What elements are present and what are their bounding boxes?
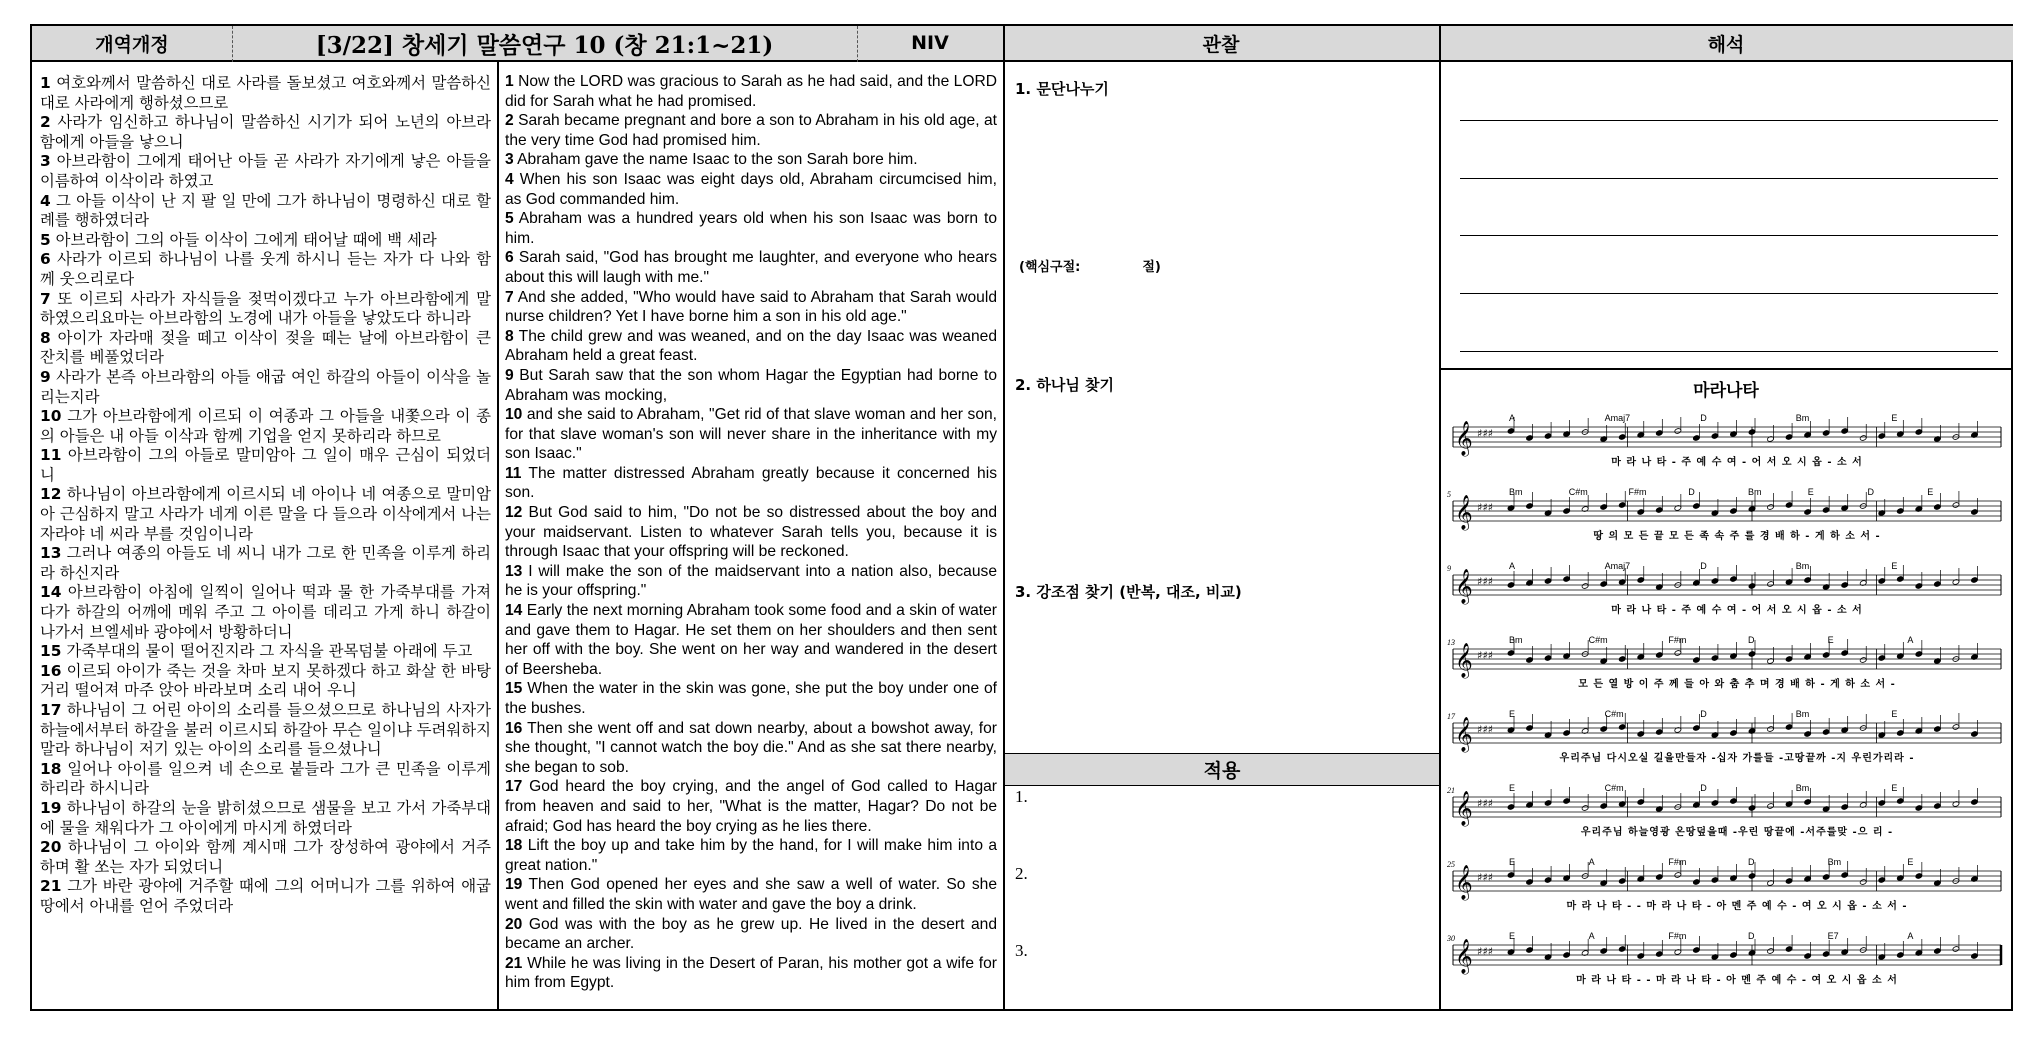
chord-symbol: F#m	[1668, 931, 1687, 941]
verse-number: 17	[505, 778, 523, 796]
verse-text: Sarah said, "God has brought me laughter, and everyone who hears about this will laugh with me."	[505, 249, 997, 286]
verse-number: 19	[505, 876, 523, 894]
chord-symbol: C#m	[1588, 635, 1608, 645]
measure-number: 5	[1447, 490, 1451, 499]
verse-number: 6	[40, 250, 51, 269]
niv-verse	[505, 464, 997, 503]
lyric-line: 우리주님 하늘영광 온땅덮을때 -우린 땅끝에 -서주를맞 -으 리 -	[1580, 827, 1894, 838]
verse-text: God heard the boy crying, and the angel of God called to Hagar from heaven and said to her, "What is the matter, Hagar? Do not be afraid; God has heard the boy crying as he lies there.	[505, 778, 997, 835]
verse-number: 17	[40, 701, 62, 719]
verse-number: 3	[505, 151, 514, 169]
verse-number: 2	[40, 113, 51, 132]
header-title	[232, 26, 857, 62]
korean-verse	[40, 329, 491, 368]
verse-text: Abraham was a hundred years old when his son Isaac was born to him.	[505, 210, 997, 247]
treble-clef-icon: 𝄞	[1455, 939, 1473, 974]
verse-number: 8	[40, 328, 51, 347]
chord-symbol: A	[1509, 561, 1516, 571]
chord-symbol: Amaj7	[1604, 413, 1631, 423]
treble-clef-icon: 𝄞	[1455, 421, 1473, 456]
song-score	[1439, 401, 2013, 1011]
verse-text: The matter distressed Abraham greatly because it concerned his son.	[505, 464, 997, 502]
niv-verse	[505, 875, 997, 914]
niv-verse	[505, 405, 997, 464]
niv-verse	[505, 248, 997, 287]
observation-step-2: 2. 하나님 찾기	[1015, 376, 1115, 394]
lyric-line: 땅 의 모 든 끝 모 든 족 속 주 를 경 배 하 - 게 하 소 서 -	[1593, 531, 1881, 542]
verse-text: 그러나 여종의 아들도 네 씨니 내가 그로 한 민족을 이루게 하리라 하신지라	[40, 544, 491, 582]
niv-verse	[505, 327, 997, 366]
verse-text: The child grew and was weaned, and on the day Isaac was weaned Abraham held a great feast.	[505, 327, 997, 365]
korean-text	[40, 74, 491, 1009]
writing-line	[1460, 293, 1998, 294]
measure-number: 21	[1447, 786, 1455, 795]
niv-verse	[505, 601, 997, 679]
korean-verse	[40, 799, 491, 838]
korean-verse	[40, 701, 491, 760]
header-niv	[857, 26, 1003, 62]
korean-verse	[40, 838, 491, 877]
header-observation	[1003, 26, 1439, 62]
writing-line	[1460, 178, 1998, 179]
header-interpretation	[1439, 26, 2013, 62]
chord-symbol: D	[1700, 783, 1707, 793]
verse-text: 그가 바란 광야에 거주할 때에 그의 어머니가 그를 위하여 애굽 땅에서 아내를 얻어 주었더라	[40, 877, 491, 915]
korean-verse	[40, 446, 491, 485]
observation-step-1: 1. 문단나누기	[1015, 80, 1109, 98]
verse-text: When the water in the skin was gone, she put the boy under one of the bushes.	[505, 680, 997, 717]
chord-symbol: Bm	[1795, 413, 1810, 423]
verse-number: 16	[505, 719, 523, 737]
verse-text: 사라가 임신하고 하나님이 말씀하신 시기가 되어 노년의 아브라함에게 아들을 낳으니	[40, 113, 491, 151]
application-item-2: 2.	[1015, 864, 1028, 883]
key-verse-suffix: 절)	[1142, 260, 1161, 275]
chord-symbol: Bm	[1795, 783, 1810, 793]
key-signature: ♯♯♯	[1477, 797, 1493, 810]
column-divider	[497, 62, 499, 1009]
interpretation-label: 해석	[1707, 33, 1745, 56]
niv-label: NIV	[911, 32, 949, 54]
verse-text: Then God opened her eyes and she saw a well of water. So she went and filled the skin with water and gave the boy a drink.	[505, 876, 997, 913]
verse-number: 14	[40, 583, 62, 602]
verse-text: 여호와께서 말씀하신 대로 사라를 돌보셨고 여호와께서 말씀하신 대로 사라에게 행하셨으므로	[40, 74, 491, 112]
verse-number: 16	[40, 661, 62, 680]
niv-verse	[505, 562, 997, 601]
song-divider	[1439, 368, 2013, 370]
verse-number: 9	[40, 367, 51, 386]
verse-text: But Sarah saw that the son whom Hagar the Egyptian had borne to Abraham was mocking,	[505, 366, 997, 404]
verse-number: 13	[505, 562, 523, 580]
chord-symbol: E	[1509, 857, 1516, 867]
verse-number: 9	[505, 366, 514, 384]
verse-number: 21	[505, 954, 523, 972]
measure-number: 9	[1447, 564, 1451, 573]
verse-number: 1	[40, 74, 51, 92]
verse-text: 사라가 본즉 아브라함의 아들 애굽 여인 하갈의 아들이 이삭을 놀리는지라	[40, 367, 491, 406]
lyric-line: 마 라 나 타 - - 마 라 나 타 - 아 멘 주 예 수 - 여 오 시 옵 - 소 서 -	[1566, 901, 1908, 912]
niv-verse	[505, 366, 997, 405]
verse-text: 하나님이 그 아이와 함께 계시매 그가 장성하여 광야에서 거주하며 활 쏘는 자가 되었더니	[40, 838, 491, 876]
niv-verse	[505, 954, 997, 993]
chord-symbol: D	[1700, 413, 1707, 423]
chord-symbol: A	[1907, 931, 1914, 941]
application-item-1: 1.	[1015, 787, 1028, 806]
verse-number: 12	[505, 504, 523, 522]
song-title: 마라나타	[1693, 381, 1759, 401]
verse-number: 3	[40, 152, 51, 171]
verse-number: 18	[505, 837, 523, 855]
verse-number: 12	[40, 485, 62, 504]
chord-symbol: Bm	[1827, 857, 1842, 867]
verse-text: and she said to Abraham, "Get rid of that slave woman and her son, for that slave woman's son will never share in the inheritance with my son Isaac."	[505, 406, 997, 463]
header-application	[1005, 754, 1439, 786]
chord-symbol: D	[1700, 561, 1707, 571]
application-item-3: 3.	[1015, 941, 1028, 960]
verse-number: 20	[505, 915, 523, 933]
measure-number: 17	[1447, 712, 1455, 721]
chord-symbol: E	[1891, 413, 1898, 423]
verse-text: I will make the son of the maidservant into a nation also, because he is your offspring."	[505, 562, 997, 600]
chord-symbol: F#m	[1668, 857, 1687, 867]
key-signature: ♯♯♯	[1477, 575, 1493, 588]
verse-number: 15	[505, 680, 523, 698]
niv-verse	[505, 836, 997, 875]
korean-verse	[40, 544, 491, 583]
lyric-line: 우리주님 다시오실 길을만들자 -십자 가를들 -고땅끝까 -지 우린가리라 -	[1559, 753, 1915, 764]
chord-symbol: Bm	[1748, 487, 1762, 497]
chord-symbol: E	[1509, 709, 1516, 719]
chord-symbol: D	[1867, 487, 1874, 497]
treble-clef-icon: 𝄞	[1455, 643, 1473, 678]
verse-number: 11	[505, 464, 522, 482]
verse-number: 13	[40, 544, 62, 563]
column-divider	[1003, 26, 1005, 1009]
lyric-line: 마 라 나 타 - 주 예 수 여 - 어 서 오 시 옵 - 소 서	[1611, 457, 1863, 468]
verse-number: 15	[40, 642, 62, 661]
korean-verse	[40, 407, 491, 446]
verse-number: 4	[505, 170, 514, 188]
verse-number: 7	[40, 289, 51, 308]
study-sheet	[30, 24, 2013, 1011]
niv-verse	[505, 111, 997, 150]
version-label: 개역개정	[95, 33, 169, 56]
verse-number: 2	[505, 112, 514, 130]
korean-verse	[40, 368, 491, 407]
korean-verse	[40, 231, 491, 251]
chord-symbol: E	[1807, 487, 1814, 497]
verse-text: And she added, "Who would have said to Abraham that Sarah would nurse children? Yet I have borne him a son in his old age."	[505, 288, 997, 326]
verse-text: Abraham gave the name Isaac to the son Sarah bore him.	[513, 151, 918, 169]
chord-symbol: C#m	[1568, 487, 1588, 497]
lyric-line: 마 라 나 타 - - 마 라 나 타 - 아 멘 주 예 수 - 여 오 시 옵 소 서	[1576, 975, 1898, 986]
chord-symbol: C#m	[1604, 783, 1624, 793]
verse-number: 21	[40, 877, 62, 896]
treble-clef-icon: 𝄞	[1455, 865, 1473, 900]
verse-number: 14	[505, 602, 523, 620]
verse-number: 5	[505, 210, 514, 228]
page-title: [3/22] 창세기 말씀연구 10 (창 21:1~21)	[315, 31, 774, 59]
chord-symbol: A	[1588, 931, 1595, 941]
verse-text: 그 아들 이삭이 난 지 팔 일 만에 그가 하나님이 명령하신 대로 할례를 행하였더라	[40, 191, 491, 230]
verse-number: 19	[40, 798, 62, 817]
korean-verse	[40, 192, 491, 231]
key-verse-label	[1019, 256, 1161, 275]
treble-clef-icon: 𝄞	[1455, 569, 1473, 604]
verse-text: 일어나 아이를 일으켜 네 손으로 붙들라 그가 큰 민족을 이루게 하리라 하시니라	[40, 759, 491, 798]
chord-symbol: E	[1927, 487, 1934, 497]
korean-verse	[40, 113, 491, 152]
verse-number: 1	[505, 73, 514, 90]
niv-verse	[505, 72, 997, 111]
verse-text: 그가 아브라함에게 이르되 이 여종과 그 아들을 내쫓으라 이 종의 아들은 내 아들 이삭과 함께 기업을 얻지 못하리라 하므로	[40, 407, 491, 445]
key-signature: ♯♯♯	[1477, 649, 1493, 662]
chord-symbol: E	[1891, 561, 1898, 571]
niv-verse	[505, 679, 997, 718]
verse-number: 11	[40, 446, 62, 465]
chord-symbol: Bm	[1509, 635, 1523, 645]
korean-verse	[40, 152, 491, 191]
verse-text: 하나님이 하갈의 눈을 밝히셨으므로 샘물을 보고 가서 가죽부대에 물을 채워다가 그 아이에게 마시게 하였더라	[40, 798, 491, 837]
niv-verse	[505, 915, 997, 954]
chord-symbol: E7	[1827, 931, 1839, 941]
korean-verse	[40, 760, 491, 799]
niv-verse	[505, 503, 997, 562]
treble-clef-icon: 𝄞	[1455, 717, 1473, 752]
verse-text: 하나님이 아브라함에게 이르시되 네 아이나 네 여종으로 말미암아 근심하지 말고 사라가 네게 이른 말을 다 들으라 이삭에게서 나는 자라야 네 씨라 부를 것임이니라	[40, 485, 491, 543]
verse-text: Sarah became pregnant and bore a son to Abraham in his old age, at the very time God had promised him.	[505, 112, 997, 149]
chord-symbol: C#m	[1604, 709, 1624, 719]
verse-text: 이르되 아이가 죽는 것을 차마 보지 못하겠다 하고 화살 한 바탕 거리 떨어져 마주 앉아 바라보며 소리 내어 우니	[40, 661, 491, 700]
verse-text: While he was living in the Desert of Paran, his mother got a wife for him from Egypt.	[505, 954, 997, 992]
niv-verse	[505, 170, 997, 209]
verse-number: 10	[40, 407, 62, 426]
korean-verse	[40, 642, 491, 662]
verse-text: Lift the boy up and take him by the hand, for I will make him into a great nation."	[505, 837, 997, 874]
treble-clef-icon: 𝄞	[1455, 791, 1473, 826]
verse-number: 5	[40, 230, 51, 249]
niv-verse	[505, 288, 997, 327]
verse-text: 사라가 이르되 하나님이 나를 웃게 하시니 듣는 자가 다 나와 함께 웃으리로다	[40, 250, 491, 288]
writing-line	[1460, 235, 1998, 236]
verse-text: 아브라함이 그의 아들로 말미암아 그 일이 매우 근심이 되었더니	[40, 446, 491, 484]
measure-number: 30	[1447, 934, 1455, 943]
chord-symbol: Bm	[1795, 709, 1810, 719]
header-divider	[857, 26, 858, 62]
verse-text: When his son Isaac was eight days old, Abraham circumcised him, as God commanded him.	[505, 170, 997, 208]
key-signature: ♯♯♯	[1477, 501, 1493, 514]
writing-line	[1460, 351, 1998, 352]
korean-verse	[40, 485, 491, 544]
verse-number: 8	[505, 327, 514, 345]
measure-number: 25	[1447, 860, 1455, 869]
niv-verse	[505, 719, 997, 778]
key-verse-prefix: (핵심구절:	[1019, 260, 1081, 275]
chord-symbol: E	[1891, 783, 1898, 793]
verse-text: But God said to him, "Do not be so distressed about the boy and your maidservant. Listen to whatever Sarah tells you, because it is through Isaac that your offspring will be reckoned.	[505, 504, 997, 561]
verse-number: 6	[505, 249, 514, 267]
header-divider	[232, 26, 233, 62]
verse-text: God was with the boy as he grew up. He lived in the desert and became an archer.	[505, 915, 997, 953]
verse-number: 18	[40, 759, 62, 778]
chord-symbol: A	[1907, 635, 1914, 645]
chord-symbol: A	[1509, 413, 1516, 423]
chord-symbol: E	[1907, 857, 1914, 867]
korean-verse	[40, 583, 491, 642]
niv-text	[505, 72, 997, 1009]
korean-verse	[40, 877, 491, 916]
chord-symbol: E	[1509, 931, 1516, 941]
verse-text: 아브라함이 그에게 태어난 아들 곧 사라가 자기에게 낳은 아들을 이름하여 이삭이라 하였고	[40, 152, 491, 190]
verse-number: 10	[505, 406, 523, 424]
niv-verse	[505, 209, 997, 248]
korean-verse	[40, 662, 491, 701]
verse-text: 아브라함이 그의 아들 이삭이 그에게 태어날 때에 백 세라	[50, 230, 437, 249]
chord-symbol: A	[1588, 857, 1595, 867]
verse-number: 20	[40, 838, 62, 857]
measure-number: 13	[1447, 638, 1455, 647]
chord-symbol: E	[1827, 635, 1834, 645]
observation-step-3: 3. 강조점 찾기 (반복, 대조, 비교)	[1015, 583, 1242, 601]
verse-text: Then she went off and sat down nearby, about a bowshot away, for she thought, "I cannot watch the boy die." And as she sat there nearby, she began to sob.	[505, 719, 997, 776]
chord-symbol: D	[1748, 931, 1755, 941]
observation-label: 관찰	[1202, 33, 1240, 56]
chord-symbol: Bm	[1795, 561, 1810, 571]
chord-symbol: F#m	[1628, 487, 1647, 497]
verse-text: 가죽부대의 물이 떨어진지라 그 자식을 관목덤불 아래에 두고	[61, 642, 473, 661]
writing-line	[1460, 120, 1998, 121]
verse-text: Now the LORD was gracious to Sarah as he had said, and the LORD did for Sarah what he had promised.	[505, 73, 997, 110]
verse-text: 또 이르되 사라가 자식들을 젖먹이겠다고 누가 아브라함에게 말하였으리요마는 아브라함의 노경에 내가 아들을 낳았도다 하니라	[40, 289, 491, 328]
key-signature: ♯♯♯	[1477, 871, 1493, 884]
verse-number: 7	[505, 288, 514, 306]
key-signature: ♯♯♯	[1477, 723, 1493, 736]
lyric-line: 모 든 열 방 이 주 께 들 아 와 춤 추 며 경 배 하 - 게 하 소 서 -	[1578, 679, 1896, 690]
chord-symbol: D	[1748, 635, 1755, 645]
chord-symbol: E	[1509, 783, 1516, 793]
key-signature: ♯♯♯	[1477, 427, 1493, 440]
chord-symbol: D	[1748, 857, 1755, 867]
chord-symbol: Bm	[1509, 487, 1523, 497]
chord-symbol: D	[1700, 709, 1707, 719]
verse-text: Early the next morning Abraham took some food and a skin of water and gave them to Hagar. He set them on her shoulders and then sent her off with the boy. She went on her way and wandered in the desert of Beersheba.	[505, 602, 997, 678]
korean-verse	[40, 250, 491, 289]
key-signature: ♯♯♯	[1477, 945, 1493, 958]
treble-clef-icon: 𝄞	[1455, 495, 1473, 530]
verse-text: 하나님이 그 어린 아이의 소리를 들으셨으므로 하나님의 사자가 하늘에서부터 하갈을 불러 이르시되 하갈아 무슨 일이냐 두려워하지 말라 하나님이 저기 있는 아이의 소리를 들으셨나니	[40, 701, 491, 759]
chord-symbol: Amaj7	[1604, 561, 1631, 571]
chord-symbol: E	[1891, 709, 1898, 719]
niv-verse	[505, 777, 997, 836]
korean-verse	[40, 74, 491, 113]
korean-verse	[40, 290, 491, 329]
verse-number: 4	[40, 191, 51, 210]
application-label: 적용	[1203, 760, 1241, 782]
lyric-line: 마 라 나 타 - 주 예 수 여 - 어 서 오 시 옵 - 소 서	[1611, 605, 1863, 616]
niv-verse	[505, 150, 997, 170]
verse-text: 아브라함이 아침에 일찍이 일어나 떡과 물 한 가죽부대를 가져다가 하갈의 어깨에 메워 주고 그 아이를 데리고 가게 하니 하갈이 나가서 브엘세바 광야에서 방황하더니	[40, 583, 491, 641]
chord-symbol: D	[1688, 487, 1695, 497]
verse-text: 아이가 자라매 젖을 떼고 이삭이 젖을 떼는 날에 아브라함이 큰 잔치를 베풀었더라	[40, 328, 491, 367]
chord-symbol: F#m	[1668, 635, 1687, 645]
header-version	[32, 26, 232, 62]
